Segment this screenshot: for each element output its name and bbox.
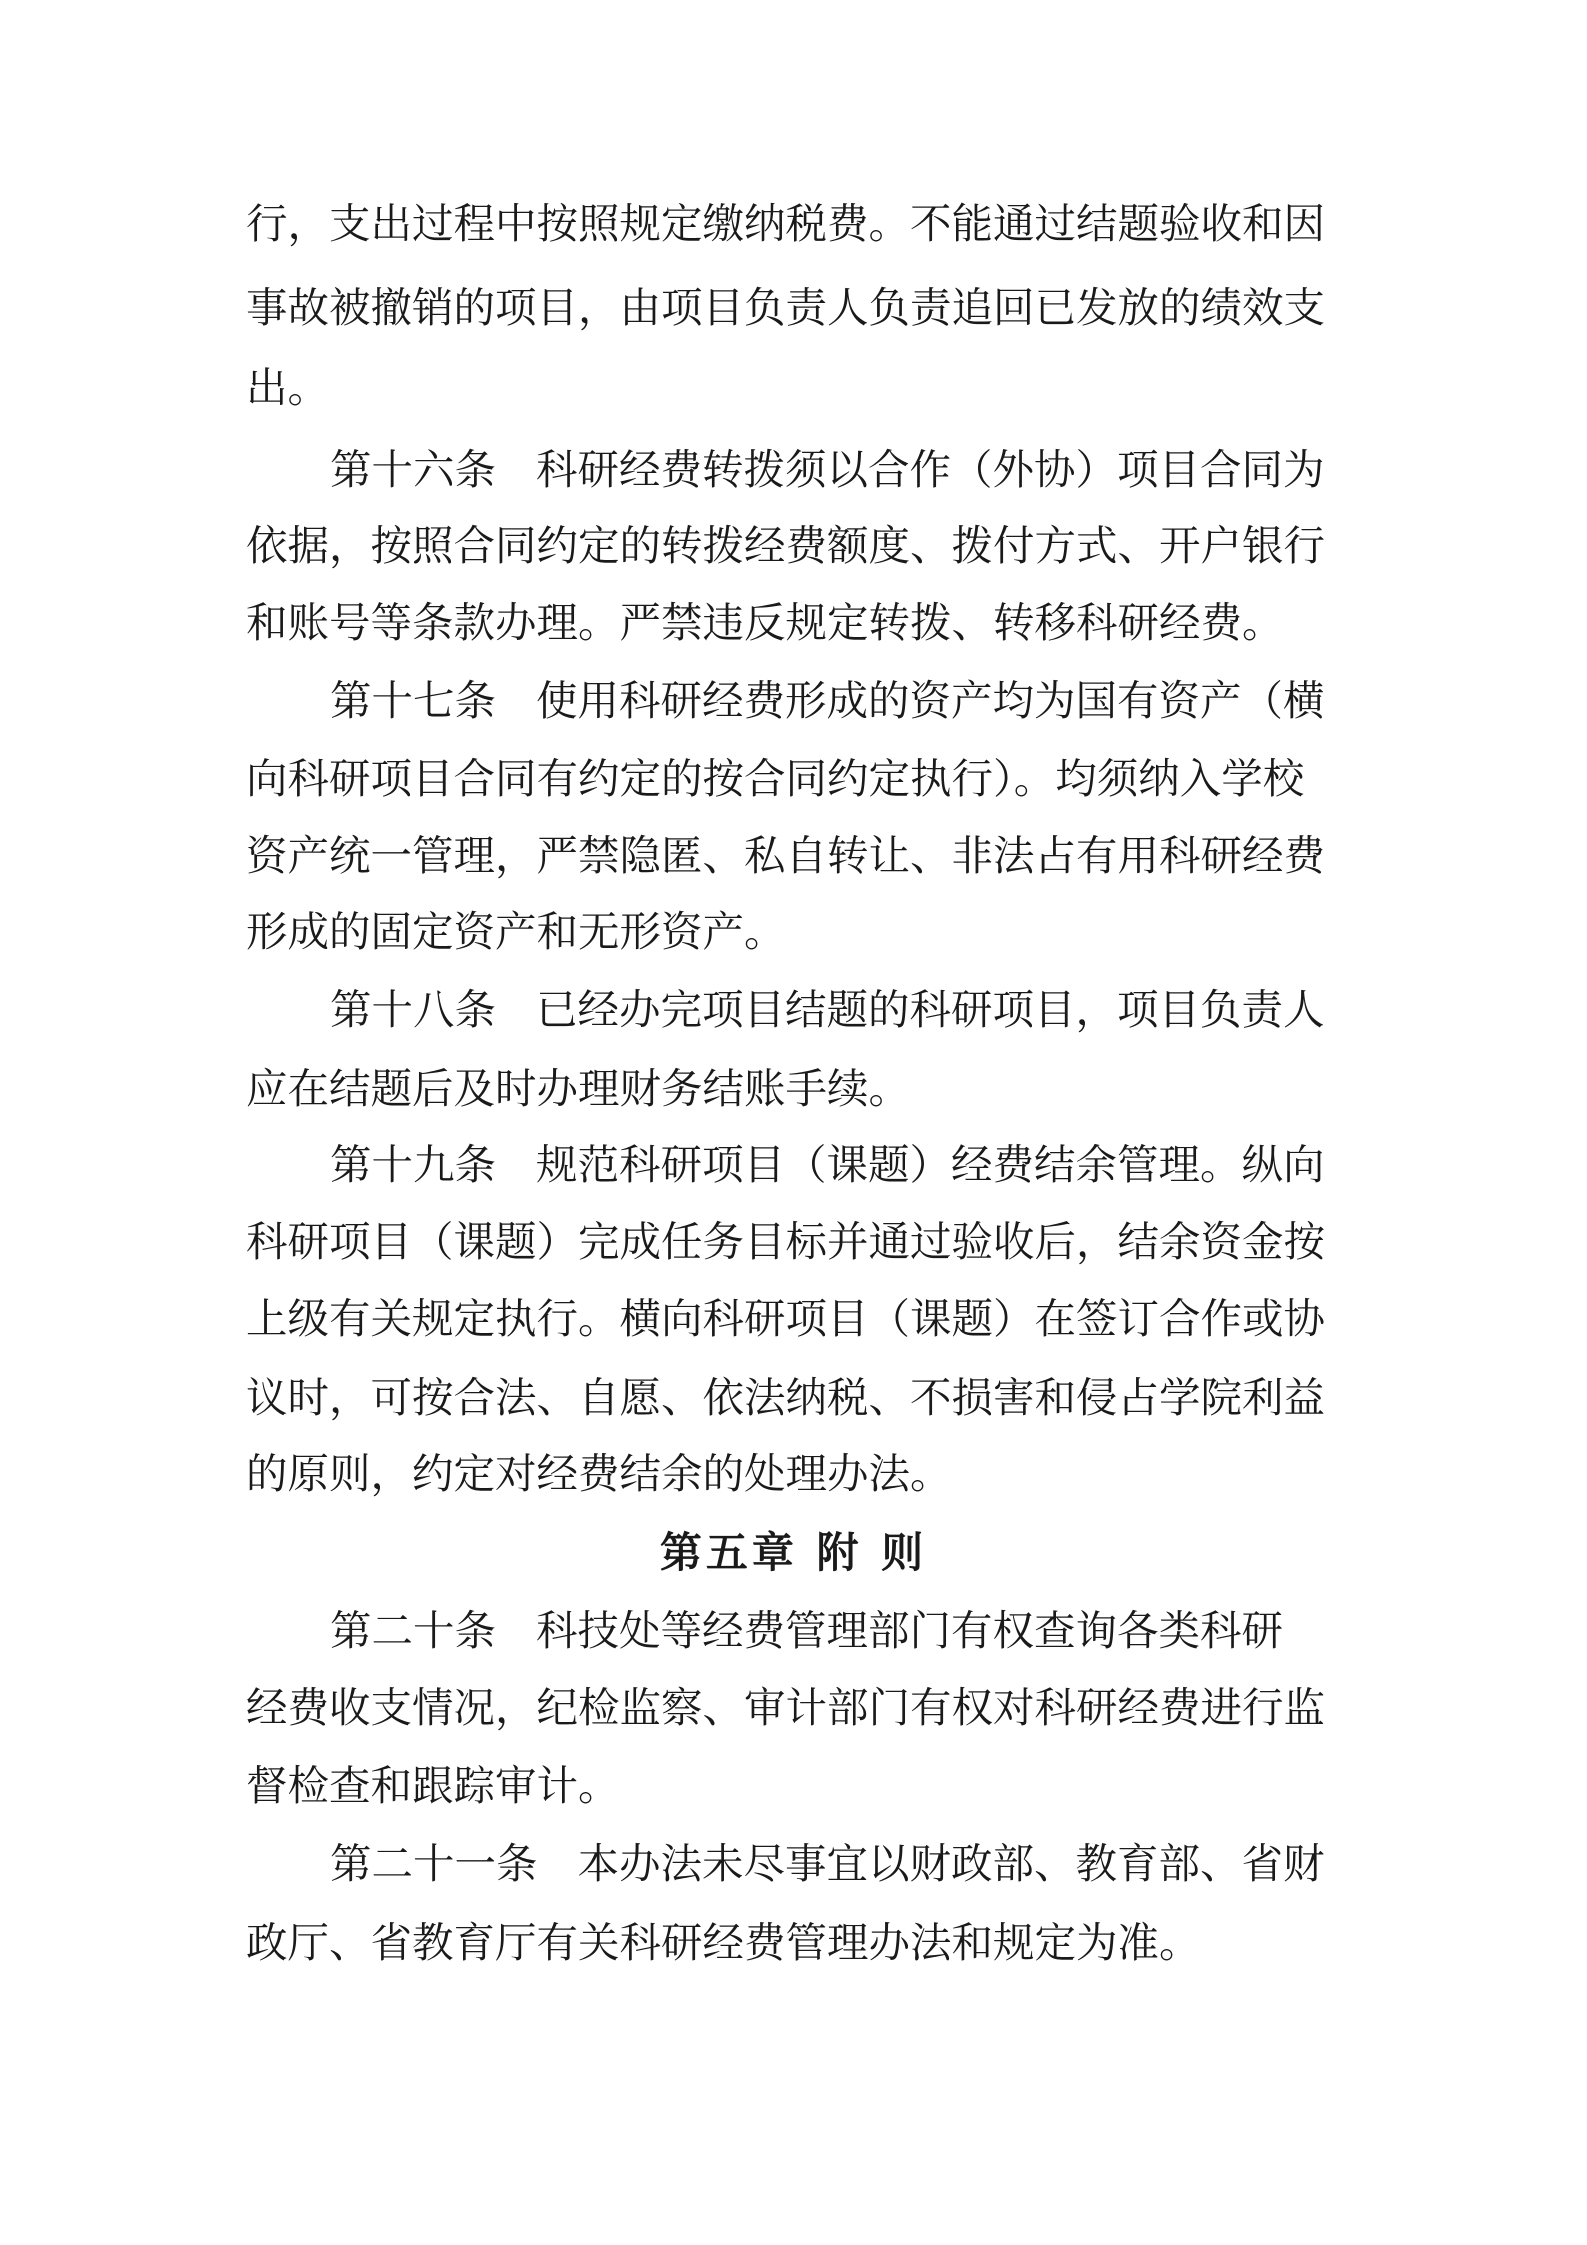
article-19-text: 规范科研项目（课题）经费结余管理。纵向	[536, 1140, 1325, 1189]
text-line: 资产统一管理，严禁隐匿、私自转让、非法占有用科研经费	[246, 831, 1326, 880]
article-17-line-1	[330, 673, 1360, 729]
article-20-text: 科技处等经费管理部门有权查询各类科研	[536, 1606, 1284, 1655]
text-line: 形成的固定资产和无形资产。	[246, 907, 786, 956]
article-20-title: 第二十条	[330, 1606, 497, 1655]
article-20-line-1	[330, 1603, 1360, 1659]
article-16-text: 科研经费转拨须以合作（外协）项目合同为	[536, 445, 1325, 494]
chapter-heading: 第五章 附 则	[659, 1528, 928, 1577]
text-line: 经费收支情况，纪检监察、审计部门有权对科研经费进行监	[246, 1683, 1326, 1732]
article-21-title: 第二十一条	[330, 1839, 538, 1888]
text-line: 科研项目（课题）完成任务目标并通过验收后，结余资金按	[246, 1217, 1326, 1266]
text-line: 出。	[246, 363, 330, 412]
article-19-title: 第十九条	[330, 1140, 497, 1189]
article-17-title: 第十七条	[330, 676, 497, 725]
article-18-line-1	[330, 982, 1360, 1038]
text-line: 行，支出过程中按照规定缴纳税费。不能通过结题验收和因	[246, 199, 1326, 248]
article-19-line-1	[330, 1137, 1360, 1193]
text-line: 应在结题后及时办理财务结账手续。	[246, 1064, 911, 1113]
text-line: 向科研项目合同有约定的按合同约定执行）。均须纳入学校	[246, 754, 1305, 803]
article-16-title: 第十六条	[330, 445, 497, 494]
text-line: 和账号等条款办理。严禁违反规定转拨、转移科研经费。	[246, 598, 1284, 647]
text-line: 上级有关规定执行。横向科研项目（课题）在签订合作或协	[246, 1294, 1326, 1343]
article-21-line-1	[330, 1836, 1360, 1892]
text-line: 政厅、省教育厅有关科研经费管理办法和规定为准。	[246, 1918, 1201, 1967]
text-line: 的原则，约定对经费结余的处理办法。	[246, 1449, 952, 1498]
text-line: 议时，可按合法、自愿、依法纳税、不损害和侵占学院利益	[246, 1373, 1326, 1422]
text-line: 依据，按照合同约定的转拨经费额度、拨付方式、开户银行	[246, 521, 1326, 570]
article-21-text: 本办法未尽事宜以财政部、教育部、省财	[577, 1839, 1325, 1888]
article-16-line-1	[330, 442, 1360, 498]
article-18-title: 第十八条	[330, 985, 497, 1034]
article-18-text: 已经办完项目结题的科研项目，项目负责人	[536, 985, 1325, 1034]
text-line: 事故被撤销的项目，由项目负责人负责追回已发放的绩效支	[246, 283, 1326, 332]
article-17-text: 使用科研经费形成的资产均为国有资产（横	[536, 676, 1325, 725]
text-line: 督检查和跟踪审计。	[246, 1761, 620, 1810]
